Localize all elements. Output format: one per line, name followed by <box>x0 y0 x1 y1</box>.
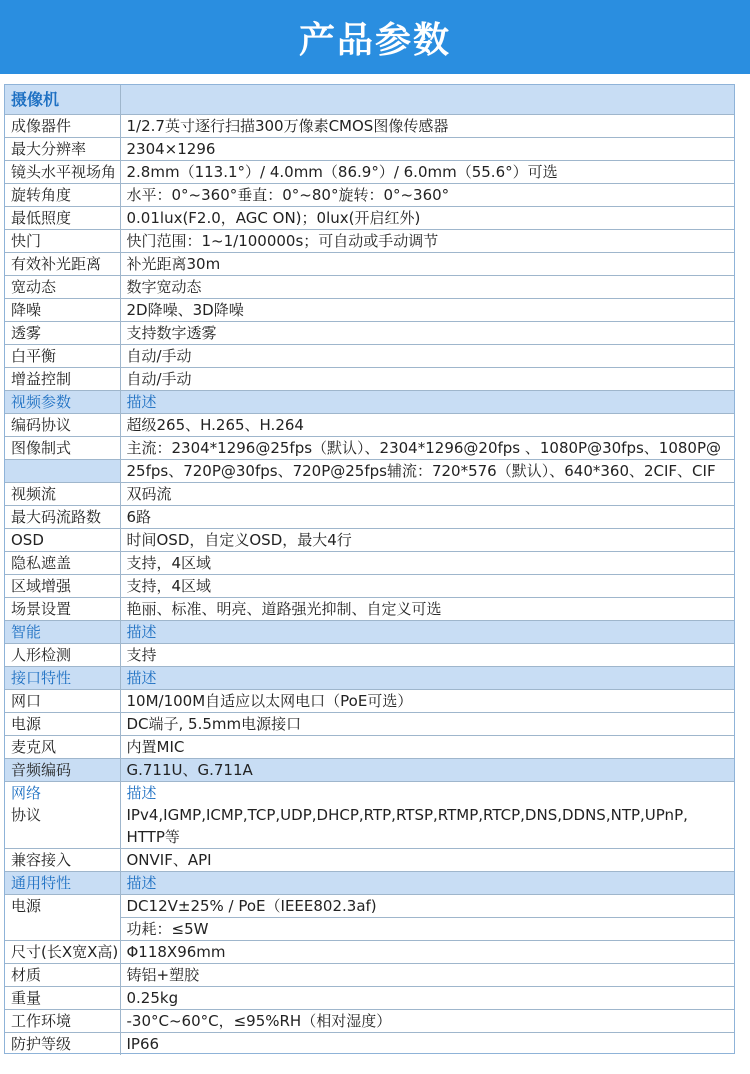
spec-key: 协议 <box>5 804 120 826</box>
section-smart <box>5 621 734 644</box>
header-banner <box>0 0 750 74</box>
spec-value: IPv4,IGMP,ICMP,TCP,UDP,DHCP,RTP,RTSP,RTMP,RTCP,DNS,DDNS,NTP,UPnP, <box>126 806 688 824</box>
spec-row <box>5 575 734 598</box>
section-label: 接口特性 <box>5 667 120 690</box>
section-value: 描述 <box>120 391 734 414</box>
spec-key: 重量 <box>5 987 120 1010</box>
spec-row <box>5 895 734 918</box>
spec-row-continued <box>5 918 734 941</box>
spec-value: 自动/手动 <box>120 368 734 391</box>
spec-table-frame <box>4 84 735 1054</box>
spec-value: G.711U、G.711A <box>120 759 734 782</box>
spec-row <box>5 804 734 826</box>
spec-key: 防护等级 <box>5 1033 120 1056</box>
spec-value: DC端子, 5.5mm电源接口 <box>120 713 734 736</box>
spec-value: 2D降噪、3D降噪 <box>120 299 734 322</box>
spec-row <box>5 161 734 184</box>
spec-row <box>5 230 734 253</box>
spec-row <box>5 276 734 299</box>
spec-row <box>5 644 734 667</box>
spec-key <box>5 826 120 849</box>
spec-row-continued <box>5 826 734 849</box>
spec-value: 支持，4区域 <box>120 552 734 575</box>
spec-row <box>5 414 734 437</box>
spec-key: 场景设置 <box>5 598 120 621</box>
spec-value: -30°C~60°C，≤95%RH（相对湿度） <box>120 1010 734 1033</box>
section-camera <box>5 85 734 115</box>
spec-value: HTTP等 <box>120 826 734 849</box>
spec-value: 时间OSD，自定义OSD，最大4行 <box>120 529 734 552</box>
spec-row <box>5 368 734 391</box>
spec-row <box>5 115 734 138</box>
section-network <box>5 782 734 805</box>
spec-value: 水平：0°~360°垂直：0°~80°旋转：0°~360° <box>120 184 734 207</box>
spec-value: 艳丽、标准、明亮、道路强光抑制、自定义可选 <box>120 598 734 621</box>
spec-row-continued <box>5 460 734 483</box>
spec-row <box>5 941 734 964</box>
spec-row <box>5 437 734 460</box>
spec-value: 支持，4区域 <box>120 575 734 598</box>
spec-key: OSD <box>5 529 120 552</box>
spec-row <box>5 713 734 736</box>
spec-key: 音频编码 <box>5 759 120 782</box>
spec-key: 工作环境 <box>5 1010 120 1033</box>
spec-value: 补光距离30m <box>120 253 734 276</box>
spec-row <box>5 1033 734 1056</box>
spec-table <box>5 85 734 1055</box>
spec-key: 旋转角度 <box>5 184 120 207</box>
spec-key: 镜头水平视场角 <box>5 161 120 184</box>
spec-value: 主流：2304*1296@25fps（默认）、2304*1296@20fps 、1080P@30fps、1080P@ <box>120 437 734 460</box>
spec-value: 1/2.7英寸逐行扫描300万像素CMOS图像传感器 <box>120 115 734 138</box>
section-label: 通用特性 <box>5 872 120 895</box>
spec-value: 2.8mm（113.1°）/ 4.0mm（86.9°）/ 6.0mm（55.6°）可选 <box>120 161 734 184</box>
section-label: 视频参数 <box>5 391 120 414</box>
spec-value: 2304×1296 <box>120 138 734 161</box>
spec-value: 支持 <box>120 644 734 667</box>
spec-value: 10M/100M自适应以太网电口（PoE可选） <box>120 690 734 713</box>
section-value: 描述 <box>126 784 157 802</box>
spec-key: 最大码流路数 <box>5 506 120 529</box>
section-value: 描述 <box>120 621 734 644</box>
section-interface <box>5 667 734 690</box>
spec-key: 材质 <box>5 964 120 987</box>
spec-key: 编码协议 <box>5 414 120 437</box>
spec-row <box>5 529 734 552</box>
spec-key: 宽动态 <box>5 276 120 299</box>
spec-value: DC12V±25% / PoE（IEEE802.3af) <box>120 895 734 918</box>
spec-row <box>5 184 734 207</box>
spec-value: 双码流 <box>120 483 734 506</box>
spec-value: 快门范围：1~1/100000s；可自动或手动调节 <box>120 230 734 253</box>
spec-value: 6路 <box>120 506 734 529</box>
section-value: 描述 <box>120 872 734 895</box>
spec-row <box>5 964 734 987</box>
spec-row <box>5 345 734 368</box>
spec-value: 支持数字透雾 <box>120 322 734 345</box>
spec-row <box>5 322 734 345</box>
spec-row <box>5 849 734 872</box>
spec-value: Φ118X96mm <box>120 941 734 964</box>
spec-row-highlighted <box>5 759 734 782</box>
spec-value: 数字宽动态 <box>120 276 734 299</box>
spec-row <box>5 483 734 506</box>
spec-key: 隐私遮盖 <box>5 552 120 575</box>
spec-key <box>5 918 120 941</box>
section-label: 摄像机 <box>5 85 120 115</box>
spec-row <box>5 207 734 230</box>
spec-key: 降噪 <box>5 299 120 322</box>
spec-row <box>5 253 734 276</box>
spec-key: 兼容接入 <box>5 849 120 872</box>
spec-value: 功耗：≤5W <box>120 918 734 941</box>
spec-key: 有效补光距离 <box>5 253 120 276</box>
spec-row <box>5 299 734 322</box>
spec-row <box>5 138 734 161</box>
spec-key <box>5 460 120 483</box>
spec-value: 0.25kg <box>120 987 734 1010</box>
section-general <box>5 872 734 895</box>
section-value <box>120 85 734 115</box>
spec-value: 内置MIC <box>120 736 734 759</box>
spec-key: 最低照度 <box>5 207 120 230</box>
spec-key: 电源 <box>5 895 120 918</box>
spec-value: 25fps、720P@30fps、720P@25fps辅流：720*576（默认）、640*360、2CIF、CIF <box>120 460 734 483</box>
spec-key: 麦克风 <box>5 736 120 759</box>
spec-value: ONVIF、API <box>120 849 734 872</box>
spec-value: 0.01lux(F2.0，AGC ON)；0lux(开启红外) <box>120 207 734 230</box>
spec-key: 电源 <box>5 713 120 736</box>
spec-key: 图像制式 <box>5 437 120 460</box>
spec-key: 网口 <box>5 690 120 713</box>
section-label: 网络 <box>5 782 120 805</box>
spec-key: 快门 <box>5 230 120 253</box>
spec-row <box>5 552 734 575</box>
spec-key: 区域增强 <box>5 575 120 598</box>
spec-row <box>5 736 734 759</box>
spec-value: 自动/手动 <box>120 345 734 368</box>
spec-row <box>5 598 734 621</box>
section-label: 智能 <box>5 621 120 644</box>
spec-key: 透雾 <box>5 322 120 345</box>
spec-row <box>5 690 734 713</box>
spec-row <box>5 506 734 529</box>
spec-key: 成像器件 <box>5 115 120 138</box>
spec-key: 视频流 <box>5 483 120 506</box>
section-video <box>5 391 734 414</box>
spec-key: 尺寸(长X宽X高) <box>5 941 120 964</box>
spec-value: IP66 <box>126 1035 160 1053</box>
spec-value: 铸铝+塑胶 <box>120 964 734 987</box>
spec-key: 白平衡 <box>5 345 120 368</box>
spec-value: 超级265、H.265、H.264 <box>120 414 734 437</box>
spec-row <box>5 1010 734 1033</box>
spec-key: 增益控制 <box>5 368 120 391</box>
spec-key: 最大分辨率 <box>5 138 120 161</box>
page-title: 产品参数 <box>298 19 451 61</box>
section-value: 描述 <box>120 667 734 690</box>
spec-key: 人形检测 <box>5 644 120 667</box>
spec-row <box>5 987 734 1010</box>
